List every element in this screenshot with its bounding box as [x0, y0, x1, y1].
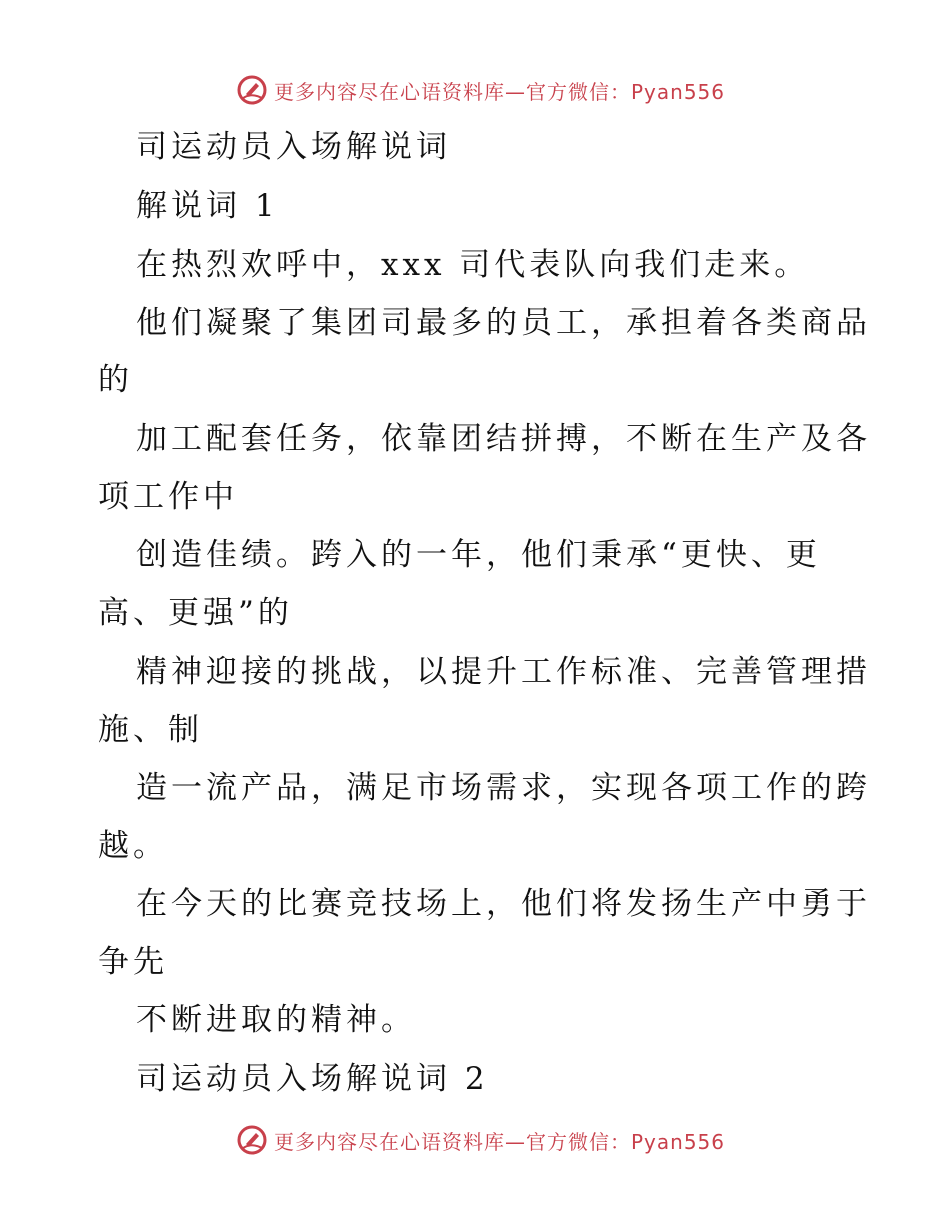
paragraph-line: 越。 — [98, 828, 168, 864]
paragraph-line: 施、制 — [98, 712, 203, 748]
paragraph-line: 争先 — [98, 944, 168, 980]
heading-subtitle: 司运动员入场解说词 2 — [136, 1061, 489, 1097]
paragraph-line: 在热烈欢呼中，xxx 司代表队向我们走来。 — [136, 247, 810, 283]
paragraph-line: 高、更强”的 — [98, 595, 293, 631]
watermark-text: 更多内容尽在心语资料库—官方微信：Pyan556 — [274, 79, 726, 104]
watermark-header — [236, 72, 725, 108]
logo-icon — [236, 74, 268, 106]
heading-subtitle: 解说词 1 — [136, 188, 279, 224]
paragraph-line: 精神迎接的挑战，以提升工作标准、完善管理措 — [136, 654, 871, 690]
paragraph-line: 的 — [98, 362, 133, 398]
paragraph-line: 不断进取的精神。 — [136, 1002, 416, 1038]
paragraph-line: 创造佳绩。跨入的一年，他们秉承“更快、更 — [136, 537, 821, 573]
paragraph-line: 在今天的比赛竞技场上，他们将发扬生产中勇于 — [136, 886, 871, 922]
paragraph-line: 项工作中 — [98, 479, 238, 515]
heading-title: 司运动员入场解说词 — [136, 129, 451, 165]
logo-icon — [236, 1124, 268, 1156]
paragraph-line: 他们凝聚了集团司最多的员工，承担着各类商品 — [136, 305, 871, 341]
watermark-footer — [236, 1122, 725, 1158]
paragraph-line: 加工配套任务，依靠团结拼搏，不断在生产及各 — [136, 421, 871, 457]
paragraph-line: 造一流产品，满足市场需求，实现各项工作的跨 — [136, 770, 871, 806]
watermark-text: 更多内容尽在心语资料库—官方微信：Pyan556 — [274, 1129, 726, 1154]
